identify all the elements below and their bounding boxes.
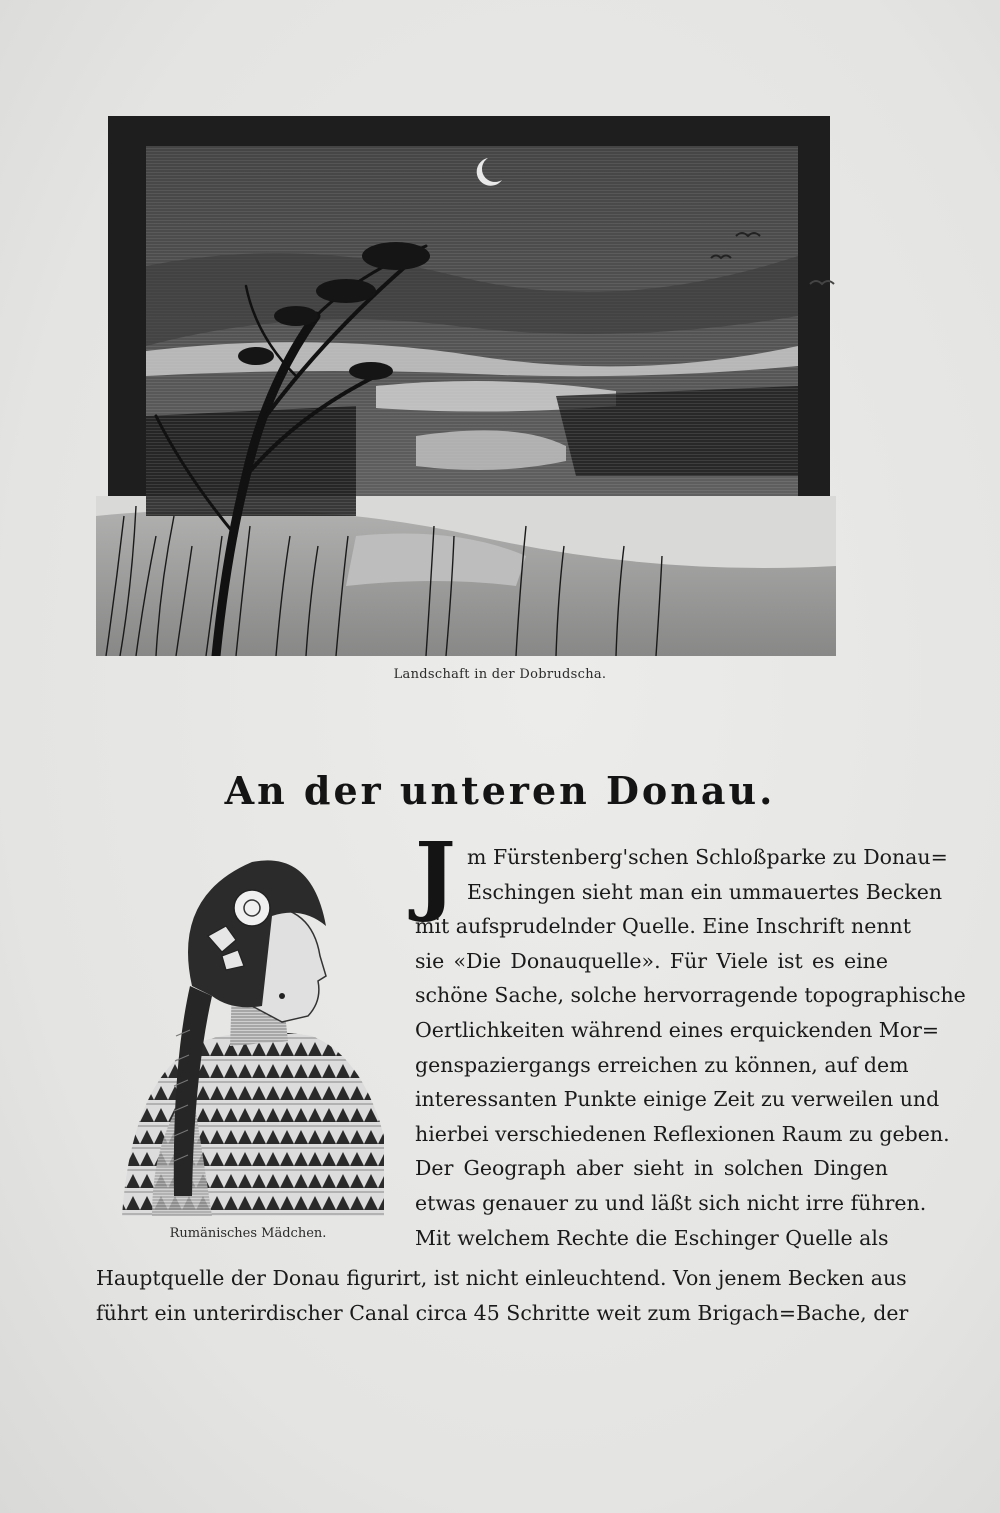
- text-line: Mit welchem Rechte die Eschinger Quelle als: [415, 1225, 889, 1250]
- drop-cap: J: [415, 824, 456, 925]
- portrait-engraving: [112, 836, 384, 1216]
- body-full-width: [96, 1261, 909, 1330]
- portrait-caption: Rumänisches Mädchen.: [169, 1226, 327, 1241]
- text-line: Eschingen sieht man ein ummauertes Becken: [467, 879, 943, 904]
- text-line: hierbei verschiedenen Reflexionen Raum zu geben.: [415, 1121, 950, 1146]
- text-line: genspaziergangs erreichen zu können, auf dem: [415, 1052, 909, 1077]
- page-title: An der unteren Donau.: [224, 768, 776, 813]
- landscape-engraving: [96, 116, 836, 656]
- body-column: [415, 840, 966, 1255]
- text-line: etwas genauer zu und läßt sich nicht irre führen.: [415, 1190, 927, 1215]
- illustration-caption: Landschaft in der Dobrudscha.: [393, 667, 607, 682]
- text-line: führt ein unterirdischer Canal circa 45 Schritte weit zum Brigach=Bache, der: [96, 1300, 909, 1325]
- rose-icon: [234, 890, 270, 926]
- text-line: schöne Sache, solche hervorragende topographische: [415, 983, 966, 1008]
- text-line: m Fürstenberg'schen Schloßparke zu Donau=: [467, 845, 948, 869]
- text-line: Hauptquelle der Donau figurirt, ist nicht einleuchtend. Von jenem Becken aus: [96, 1266, 907, 1290]
- text-line: Der Geograph aber sieht in solchen Dingen: [415, 1156, 888, 1181]
- text-line: interessanten Punkte einige Zeit zu verweilen und: [415, 1087, 940, 1112]
- text-line: mit aufsprudelnder Quelle. Eine Inschrift nennt: [415, 914, 911, 939]
- text-line: Oertlichkeiten während eines erquickenden Mor=: [415, 1017, 940, 1042]
- text-line: sie «Die Donauquelle». Für Viele ist es eine: [415, 948, 888, 973]
